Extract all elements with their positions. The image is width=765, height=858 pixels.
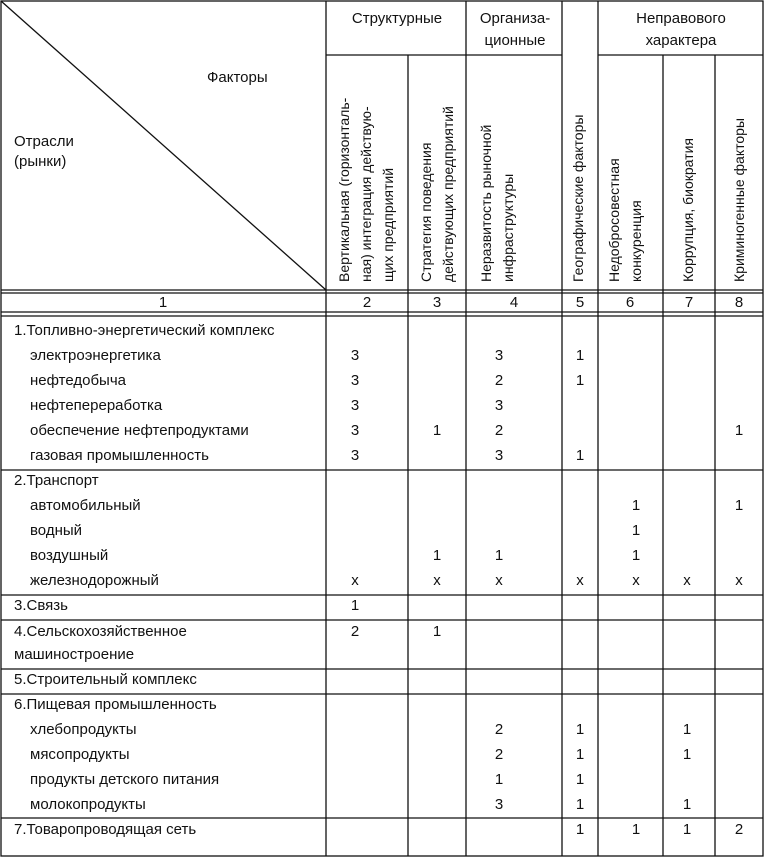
row-label: обеспечение нефтепродуктами	[30, 422, 249, 439]
table-cell: 3	[494, 796, 504, 813]
table-cell: 1	[432, 422, 442, 439]
row-label: 6.Пищевая промышленность	[14, 696, 217, 713]
table-cell: 1	[494, 771, 504, 788]
col-header-4-line2: инфраструктуры	[500, 173, 516, 282]
col-number-8: 8	[734, 294, 744, 311]
corner-markets-label: (рынки)	[14, 153, 67, 170]
table-cell: 2	[494, 746, 504, 763]
col-number-5: 5	[575, 294, 585, 311]
table-cell: 1	[575, 796, 585, 813]
table-cell: 1	[575, 721, 585, 738]
table-cell: 3	[350, 372, 360, 389]
row-label: 3.Связь	[14, 597, 68, 614]
table-cell: 1	[494, 547, 504, 564]
row-label: нефтепереработка	[30, 397, 163, 414]
col-header-3-line2: действующих предприятий	[440, 106, 456, 282]
table-cell: 1	[575, 821, 585, 838]
col-header-5-line1: Географические факторы	[570, 114, 586, 282]
row-label: машиностроение	[14, 646, 135, 663]
col-header-7-line1: Коррупция, биократия	[680, 138, 696, 282]
row-label: железнодорожный	[30, 572, 159, 589]
table-cell: x	[683, 572, 691, 589]
table-cell: x	[576, 572, 584, 589]
table-cell: 1	[631, 522, 641, 539]
table-cell: 1	[575, 746, 585, 763]
table-cell: 2	[350, 623, 360, 640]
corner-factors-label: Факторы	[207, 69, 268, 86]
col-header-2-line2: ная) интеграция действую-	[358, 106, 374, 282]
table-cell: 1	[734, 497, 744, 514]
table-cell: 1	[631, 547, 641, 564]
group-nonlegal-1: Неправового	[636, 10, 726, 27]
table-cell: 1	[432, 547, 442, 564]
table-cell: x	[632, 572, 640, 589]
table-cell: 1	[682, 796, 692, 813]
table-cell: x	[495, 572, 503, 589]
group-organizational-2: ционные	[484, 32, 546, 49]
table-cell: 1	[575, 771, 585, 788]
row-label: воздушный	[30, 547, 109, 564]
table-cell: 2	[494, 372, 504, 389]
col-number-1: 1	[158, 294, 168, 311]
table-cell: 1	[575, 347, 585, 364]
row-label: молокопродукты	[30, 796, 146, 813]
table-cell: x	[433, 572, 441, 589]
col-header-2-line1: Вертикальная (горизонталь-	[336, 97, 352, 282]
row-label: продукты детского питания	[30, 771, 220, 788]
group-organizational-1: Организа-	[479, 10, 551, 27]
row-label: нефтедобыча	[30, 372, 126, 389]
table-cell: 3	[350, 347, 360, 364]
row-label: 2.Транспорт	[14, 472, 99, 489]
corner-industries-label: Отрасли	[14, 133, 74, 150]
col-header-3-line1: Стратегия поведения	[418, 142, 434, 282]
table-cell: 2	[494, 721, 504, 738]
row-label: электроэнергетика	[30, 347, 161, 364]
table-cell: 1	[682, 721, 692, 738]
col-number-6: 6	[625, 294, 635, 311]
table-cell: 1	[575, 372, 585, 389]
table-cell: 1	[631, 821, 641, 838]
table-cell: 2	[494, 422, 504, 439]
table-cell: 3	[350, 447, 360, 464]
table-cell: 3	[350, 422, 360, 439]
table-cell: x	[735, 572, 743, 589]
col-header-4-line1: Неразвитость рыночной	[478, 124, 494, 282]
table-cell: 3	[494, 447, 504, 464]
col-number-3: 3	[432, 294, 442, 311]
table-cell: x	[351, 572, 359, 589]
col-header-6-line1: Недобросовестная	[606, 158, 622, 282]
table-cell: 2	[734, 821, 744, 838]
table-cell: 1	[734, 422, 744, 439]
table-cell: 1	[575, 447, 585, 464]
table-cell: 1	[682, 821, 692, 838]
col-header-8-line1: Криминогенные факторы	[731, 118, 747, 282]
row-label: хлебопродукты	[30, 721, 137, 738]
col-number-7: 7	[684, 294, 694, 311]
col-header-6-line2: конкуренция	[628, 200, 644, 282]
table-cell: 1	[432, 623, 442, 640]
row-label: 7.Товаропроводящая сеть	[14, 821, 197, 838]
table-cell: 1	[631, 497, 641, 514]
row-label: водный	[30, 522, 83, 539]
group-structural: Структурные	[351, 10, 443, 27]
col-number-4: 4	[509, 294, 519, 311]
table-cell: 3	[494, 347, 504, 364]
row-label: 5.Строительный комплекс	[14, 671, 197, 688]
row-label: автомобильный	[30, 497, 141, 514]
row-label: 1.Топливно-энергетический комплекс	[14, 322, 275, 339]
table-cell: 1	[350, 597, 360, 614]
row-label: 4.Сельскохозяйственное	[14, 623, 187, 640]
group-nonlegal-2: характера	[645, 32, 717, 49]
table-cell: 1	[682, 746, 692, 763]
col-number-2: 2	[362, 294, 372, 311]
row-label: газовая промышленность	[30, 447, 209, 464]
table-cell: 3	[350, 397, 360, 414]
table-cell: 3	[494, 397, 504, 414]
col-header-2-line3: щих предприятий	[380, 167, 396, 282]
row-label: мясопродукты	[30, 746, 130, 763]
